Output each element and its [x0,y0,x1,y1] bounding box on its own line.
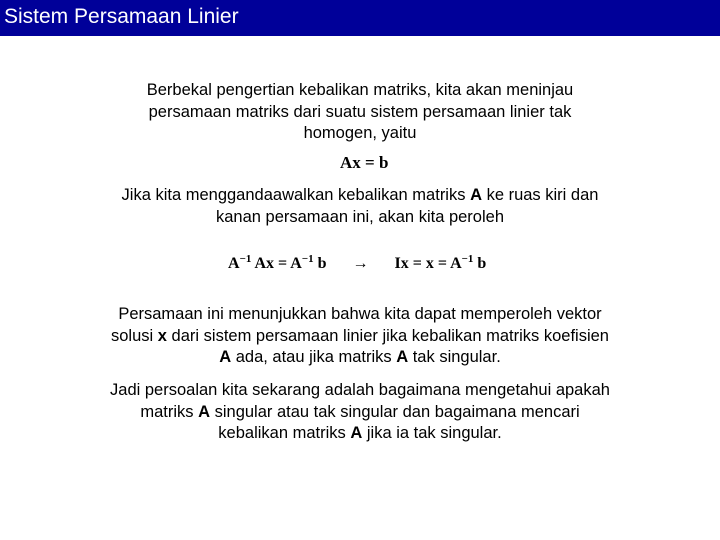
paragraph-line: Jika kita menggandaawalkan kebalikan matriks A ke ruas kiri dan [121,186,599,204]
paragraph-conclusion [40,380,680,445]
equation-inverse: $A^{-1}$ $Ax = A^{-1}$ $b \to Ix = x = A^{-1}$ b [228,253,487,272]
paragraph-intro [60,80,660,145]
paragraph-solution [40,304,680,369]
implies-arrow-icon: → [352,255,369,272]
paragraph-line: persamaan matriks dari suatu sistem persamaan linier tak [148,102,572,121]
paragraph-line: Persamaan ini menunjukkan bahwa kita dapat memperoleh vektor [118,305,602,323]
paragraph-line: solusi x dari sistem persamaan linier jika kebalikan matriks koefisien [111,326,609,345]
paragraph-line: matriks A singular atau tak singular dan bagaimana mencari [140,402,580,421]
title-bar [0,0,720,36]
paragraph-line: kebalikan matriks A jika ia tak singular. [218,424,502,442]
paragraph-line: Jadi persoalan kita sekarang adalah bagaimana mengetahui apakah [110,381,610,399]
paragraph-line: Berbekal pengertian kebalikan matriks, kita akan meninjau [146,81,574,99]
paragraph-line: homogen, yaitu [303,124,417,142]
slide-title: Sistem Persamaan Linier [4,5,239,28]
equation-ax-b: Ax = b [340,153,389,172]
paragraph-line: A ada, atau jika matriks A tak singular. [219,348,501,366]
paragraph-multiply [60,185,660,228]
paragraph-line: kanan persamaan ini, akan kita peroleh [215,207,505,226]
